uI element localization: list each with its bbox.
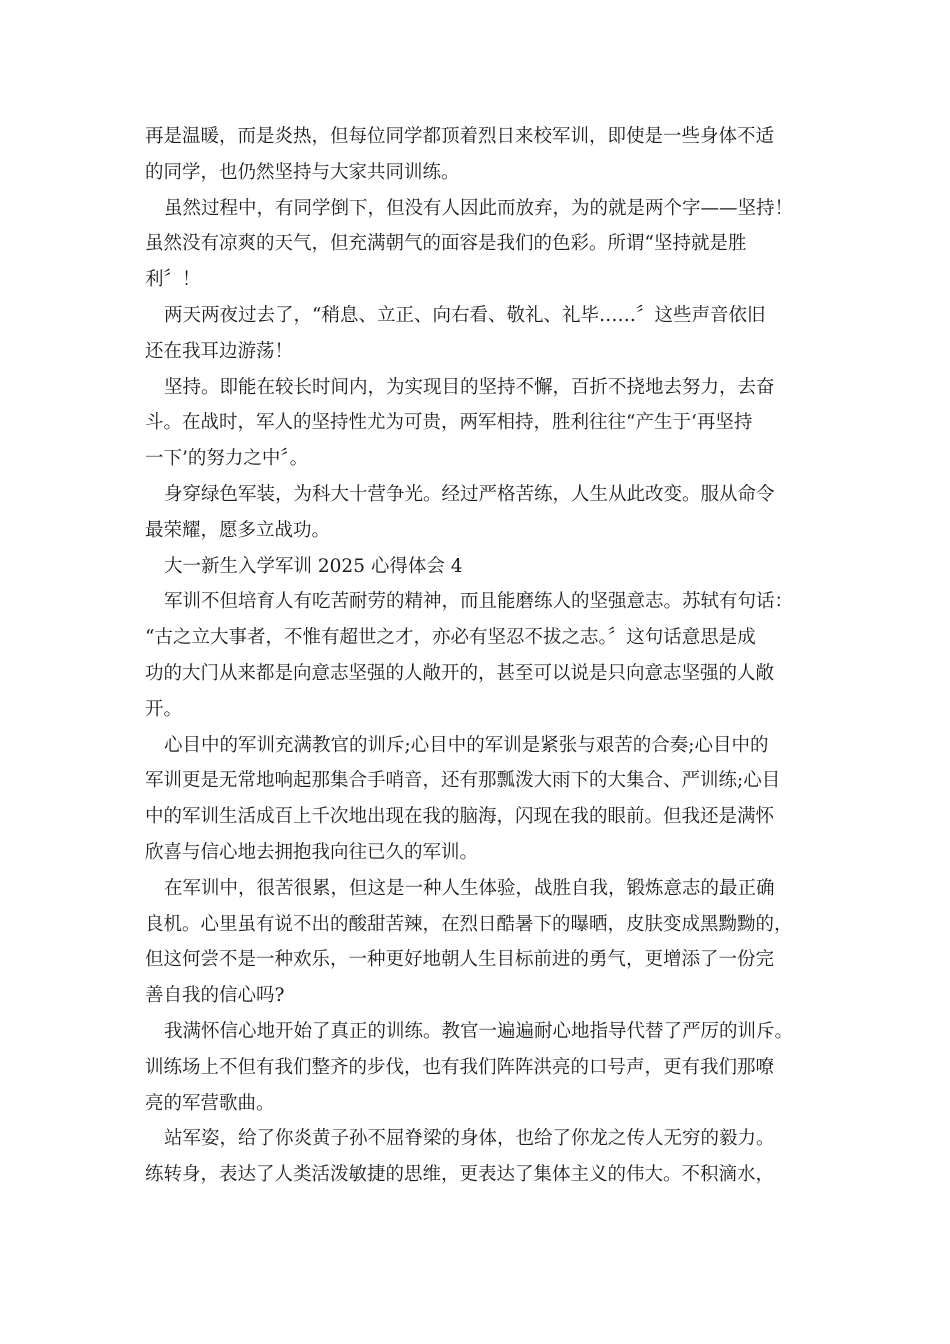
text-line: 善自我的信心吗?: [145, 985, 285, 1007]
text-line: 还在我耳边游荡！: [145, 340, 294, 362]
paragraph-start-line: 站军姿，给了你炎黄子孙不屈脊梁的身体，也给了你龙之传人无穷的毅力。: [164, 1128, 775, 1150]
paragraph-start-line: 我满怀信心地开始了真正的训练。教官一遍遍耐心地指导代替了严厉的训斥。: [164, 1020, 794, 1042]
text-line: 中的军训生活成百上千次地出现在我的脑海，闪现在我的眼前。但我还是满怀: [145, 806, 775, 828]
paragraph-start-line: 两天两夜过去了，“稍息、立正、向右看、敬礼、礼毕……〞这些声音依旧: [164, 304, 766, 326]
text-line: 欣喜与信心地去拥抱我向往已久的军训。: [145, 841, 479, 863]
paragraph-start-line: 军训不但培育人有吃苦耐劳的精神，而且能磨练人的坚强意志。苏轼有句话：: [164, 591, 794, 613]
text-line: 的同学，也仍然坚持与大家共同训练。: [145, 161, 460, 183]
text-line: 亮的军营歌曲。: [145, 1092, 275, 1114]
text-line: 练转身，表达了人类活泼敏捷的思维，更表达了集体主义的伟大。不积滴水，: [145, 1164, 775, 1186]
text-line: 开。: [145, 698, 183, 720]
text-line: 一下’的努力之中〞。: [145, 448, 309, 470]
paragraph-start-line: 身穿绿色军装，为科大十营争光。经过严格苦练，人生从此改变。服从命令: [164, 483, 775, 505]
text-line: 但这何尝不是一种欢乐，一种更好地朝人生目标前进的勇气，更增添了一份完: [145, 949, 775, 971]
text-line: 虽然没有凉爽的天气，但充满朝气的面容是我们的色彩。所谓“坚持就是胜: [145, 233, 747, 255]
paragraph-start-line: 坚持。即能在较长时间内，为实现目的坚持不懈，百折不挠地去努力，去奋: [164, 376, 775, 398]
text-line: 最荣耀，愿多立战功。: [145, 519, 331, 541]
paragraph-start-line: 虽然过程中，有同学倒下，但没有人因此而放弃，为的就是两个字——坚持！: [164, 197, 794, 219]
text-line: 军训更是无常地响起那集合手哨音，还有那瓢泼大雨下的大集合、严训练;心目: [145, 770, 781, 792]
document-body: [145, 119, 810, 1193]
section-heading: 大一新生入学军训 2025 心得体会 4: [164, 555, 463, 577]
text-line: 再是温暖，而是炎热，但每位同学都顶着烈日来校军训，即使是一些身体不适: [145, 126, 775, 147]
text-line: “古之立大事者，不惟有超世之才，亦必有坚忍不拔之志。〞这句话意思是成: [145, 627, 756, 649]
text-line: 利〞！: [145, 269, 201, 291]
text-line: 良机。心里虽有说不出的酸甜苦辣，在烈日酷暑下的曝晒，皮肤变成黑黝黝的，: [145, 913, 793, 935]
paragraph-start-line: 在军训中，很苦很累，但这是一种人生体验，战胜自我，锻炼意志的最正确: [164, 877, 775, 899]
text-line: 功的大门从来都是向意志坚强的人敞开的，甚至可以说是只向意志坚强的人敞: [145, 662, 775, 684]
text-line: 斗。在战时，军人的坚持性尤为可贵，两军相持，胜利往往“产生于‘再坚持: [145, 412, 753, 434]
paragraph-start-line: 心目中的军训充满教官的训斥;心目中的军训是紧张与艰苦的合奏;心目中的: [164, 734, 769, 756]
text-line: 训练场上不但有我们整齐的步伐，也有我们阵阵洪亮的口号声，更有我们那嘹: [145, 1056, 775, 1078]
